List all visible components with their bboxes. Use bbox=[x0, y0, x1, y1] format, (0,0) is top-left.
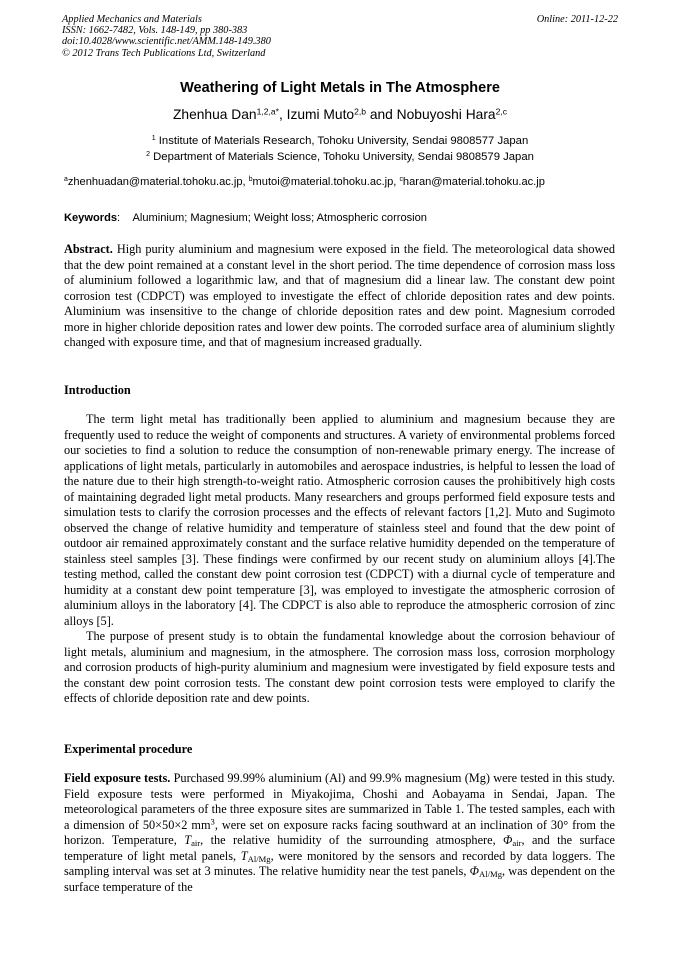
symbol: T bbox=[184, 833, 192, 847]
journal-header bbox=[62, 14, 618, 59]
superscript: 3 bbox=[210, 816, 215, 827]
subscript: Al/Mg bbox=[247, 853, 271, 864]
author-line bbox=[62, 107, 618, 122]
abstract-text: High purity aluminium and magnesium were exposed in the field. The meteorological data showed that the dew point remained at a constant level in the short period. The time dependence of corrosion mass loss of aluminium followed a logarithmic law, and that of magnesium did a linear law. The constant dew point corrosion test (CDPCT) was employed to investigate the effect of chloride deposition rates and dew points. Aluminium was insensitive to the change of chloride deposition rates and dew point. Magnesium corroded more in higher chloride deposition rates and lower dew points. The corroded surface area of aluminium slightly changed with exposure time, and that of magnesium increased gradually. bbox=[64, 242, 616, 349]
affiliation-2 bbox=[62, 151, 618, 163]
email-marker: b bbox=[248, 176, 253, 184]
text-run: , the relative humidity of the surrounding atmosphere, bbox=[200, 833, 504, 847]
author-superscript: 2,c bbox=[495, 106, 508, 117]
email-link[interactable]: zhenhuadan@material.tohoku.ac.jp bbox=[67, 176, 243, 188]
abstract-label: Abstract. bbox=[64, 242, 113, 256]
text-run: Purchased 99.99% aluminium (Al) and 99.9% magnesium (Mg) were tested in this study. Field exposure tests were performed in Miyakojima, Choshi and Aobayama in Sendai, Japan. The meteorological parameters of the three exposure sites are summarized in Table 1. The tested samples, each with a dimension of 50×50×2 mm bbox=[64, 771, 615, 832]
keywords-colon: : bbox=[117, 212, 121, 224]
section-heading-experimental: Experimental procedure bbox=[64, 742, 193, 756]
journal-issn: ISSN: 1662-7482, Vols. 148-149, pp 380-383 bbox=[62, 25, 248, 37]
author-superscript: 1,2,a* bbox=[256, 106, 279, 117]
author-name: Izumi Muto bbox=[286, 107, 355, 122]
affiliation-text: Department of Materials Science, Tohoku University, Sendai 9808579 Japan bbox=[153, 151, 534, 163]
author-separator: and bbox=[365, 107, 397, 122]
author-superscript: 2,b bbox=[354, 106, 366, 117]
affiliation-text: Institute of Materials Research, Tohoku University, Sendai 9808577 Japan bbox=[158, 135, 529, 147]
text-run: , were monitored by the sensors and recorded by data loggers. The sampling interval was set at 3 minutes. The relative humidity near the test panels, bbox=[64, 848, 615, 878]
affiliation-1 bbox=[62, 135, 618, 147]
journal-doi: doi:10.4028/www.scientific.net/AMM.148-149.380 bbox=[62, 36, 271, 48]
author-name: Zhenhua Dan bbox=[172, 107, 257, 122]
email-marker: c bbox=[399, 176, 403, 184]
experimental-body bbox=[64, 771, 615, 895]
experimental-paragraph bbox=[64, 771, 615, 895]
subscript: air bbox=[512, 838, 522, 849]
abstract bbox=[64, 242, 615, 351]
journal-name: Applied Mechanics and Materials bbox=[62, 14, 202, 25]
author-separator: , bbox=[278, 107, 287, 122]
subsection-lead: Field exposure tests. bbox=[64, 771, 171, 785]
email-link[interactable]: haran@material.tohoku.ac.jp bbox=[402, 176, 545, 188]
text-run: , were set on exposure racks facing southward at an inclination of 30° from the horizon. Temperature, bbox=[64, 817, 615, 847]
introduction-body bbox=[64, 412, 615, 707]
text-run: , and the surface temperature of light metal panels, bbox=[64, 833, 616, 863]
author-name: Nobuyoshi Hara bbox=[396, 107, 496, 122]
keywords-label: Keywords bbox=[64, 212, 118, 224]
keywords bbox=[64, 212, 616, 224]
journal-copyright: © 2012 Trans Tech Publications Ltd, Switzerland bbox=[62, 47, 266, 59]
affiliation-number: 2 bbox=[146, 151, 150, 159]
online-date: Online: 2011-12-22 bbox=[536, 14, 618, 25]
subscript: Al/Mg bbox=[479, 869, 502, 880]
keywords-text: Aluminium; Magnesium; Weight loss; Atmospheric corrosion bbox=[132, 212, 427, 224]
email-marker: a bbox=[64, 176, 68, 184]
symbol: T bbox=[240, 848, 248, 863]
introduction-paragraph: The term light metal has traditionally been applied to aluminium and magnesium because they are frequently used to reduce the weight of components and structures. A variety of environmental problems forced our societies to find a solution to reduce the consumption of non-renewable primary energy. The increase of applications of light metals, particularly in automobiles and aerospace industries, is helpful to lessen the load of the nature due to their high strength-to-weight ratio. Atmospheric corrosion causes the prohibitively high costs of maintaining degraded light metal products. Many researchers and groups performed field exposure tests and simulation tests to clarify the corrosion processes and the effects of relevant factors [1,2]. Muto and Sugimoto observed the change of relative humidity and temperature of stainless steel and found that the dew point of outdoor air remained approximately constant and the surface relative humidity depended on the temperature of stainless steel samples [3]. These findings were confirmed by our recent study on aluminium alloys [4].The testing method, called the constant dew point corrosion test (CDPCT) with a diurnal cycle of temperature and humidity at a constant dew point temperature [3], was employed to investigate the atmospheric corrosion of aluminium alloys in the laboratory [4]. The CDPCT is also able to reproduce the atmospheric corrosion of zinc alloys [5]. bbox=[64, 412, 615, 628]
section-heading-introduction: Introduction bbox=[64, 383, 131, 397]
text-run: , was dependent on the surface temperature of the bbox=[64, 864, 615, 894]
affiliation-number: 1 bbox=[151, 135, 156, 143]
introduction-paragraph: The purpose of present study is to obtain the fundamental knowledge about the corrosion behaviour of light metals, aluminium and magnesium, in the atmosphere. The corrosion mass loss, corrosion morphology and corrosion products of high-purity aluminium and magnesium were investigated by field exposure tests and the constant dew point corrosion tests. The constant dew point corrosion tests were employed to clarify the effects of chloride deposition rate and dew points. bbox=[64, 629, 615, 705]
symbol: Φ bbox=[469, 864, 480, 878]
email-line: $^a$zhenhuadan@material.tohoku.ac.jp, $^b$mutoi@material.tohoku.ac.jp, $^c$haran@material.tohoku.ac.jp bbox=[64, 176, 545, 188]
subscript: air bbox=[191, 838, 201, 849]
paper-title: Weathering of Light Metals in The Atmosphere bbox=[180, 80, 500, 96]
symbol: Φ bbox=[503, 833, 513, 847]
email-link[interactable]: mutoi@material.tohoku.ac.jp bbox=[252, 176, 394, 188]
